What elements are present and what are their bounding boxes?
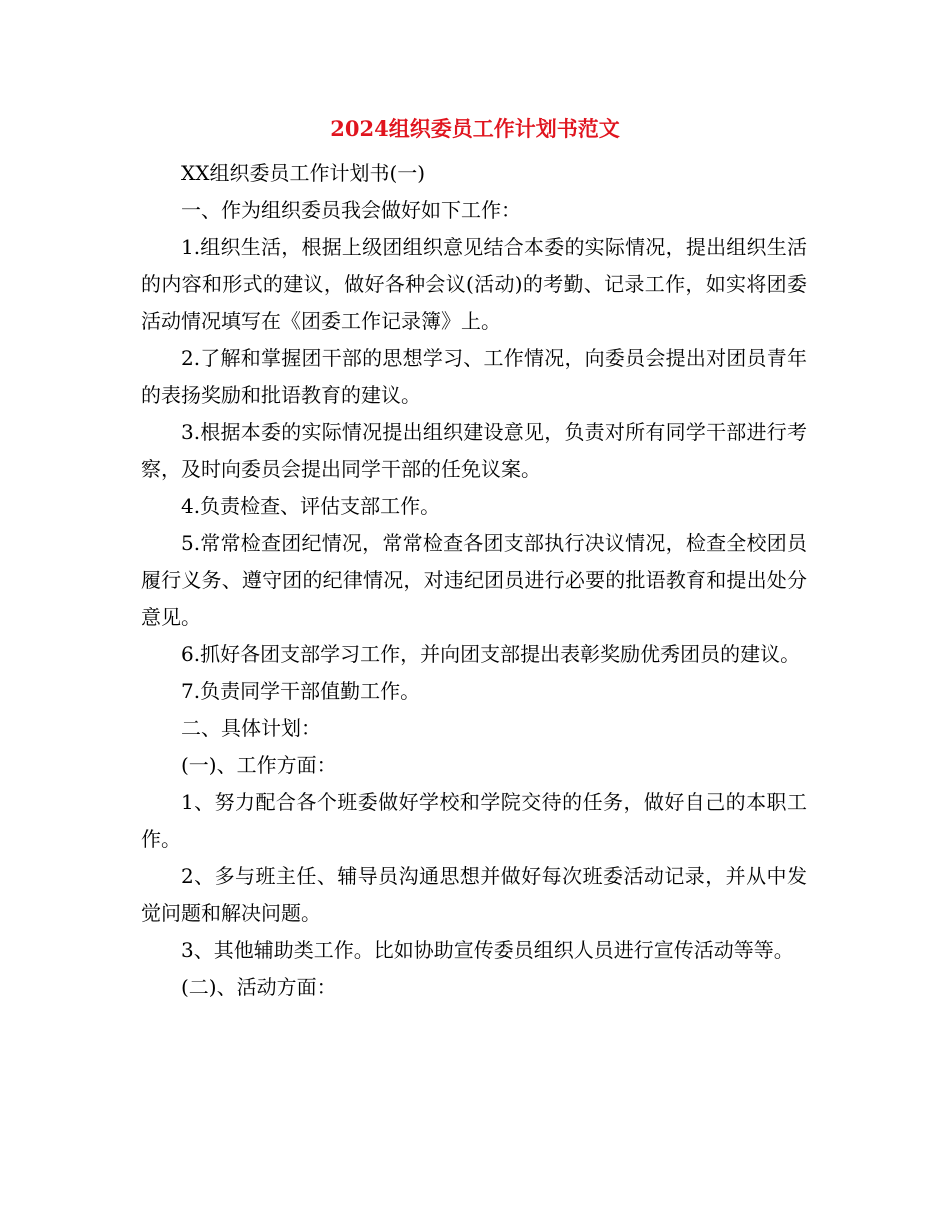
paragraph: (二)、活动方面： [181,975,337,999]
paragraph: 2、多与班主任、辅导员沟通思想并做好每次班委活动记录，并从中发觉问题和解决问题。 [141,864,807,925]
paragraph: 3.根据本委的实际情况提出组织建设意见，负责对所有同学干部进行考察，及时向委员会提出同学干部的任免议案。 [141,420,807,481]
paragraph: 3、其他辅助类工作。比如协助宣传委员组织人员进行宣传活动等等。 [181,938,794,962]
paragraph: 二、具体计划： [181,716,321,740]
paragraph: 1、努力配合各个班委做好学校和学院交待的任务，做好自己的本职工作。 [141,790,807,851]
paragraph: 一、作为组织委员我会做好如下工作： [181,198,521,222]
paragraph: 6.抓好各团支部学习工作，并向团支部提出表彰奖励优秀团员的建议。 [181,642,801,666]
paragraph: 2.了解和掌握团干部的思想学习、工作情况，向委员会提出对团员青年的表扬奖励和批语教育的建议。 [141,346,807,407]
paragraph: 1.组织生活，根据上级团组织意见结合本委的实际情况，提出组织生活的内容和形式的建议，做好各种会议(活动)的考勤、记录工作，如实将团委活动情况填写在《团委工作记录簿》上。 [141,235,807,333]
document-title: 2024组织委员工作计划书范文 [330,116,620,141]
paragraph: 4.负责检查、评估支部工作。 [181,494,441,518]
paragraph: (一)、工作方面： [181,753,337,777]
paragraph: 5.常常检查团纪情况，常常检查各团支部执行决议情况，检查全校团员履行义务、遵守团的纪律情况，对违纪团员进行必要的批语教育和提出处分意见。 [141,531,807,629]
document-body [141,155,807,1006]
paragraph: 7.负责同学干部值勤工作。 [181,679,421,703]
paragraph: XX组织委员工作计划书(一) [181,161,426,185]
